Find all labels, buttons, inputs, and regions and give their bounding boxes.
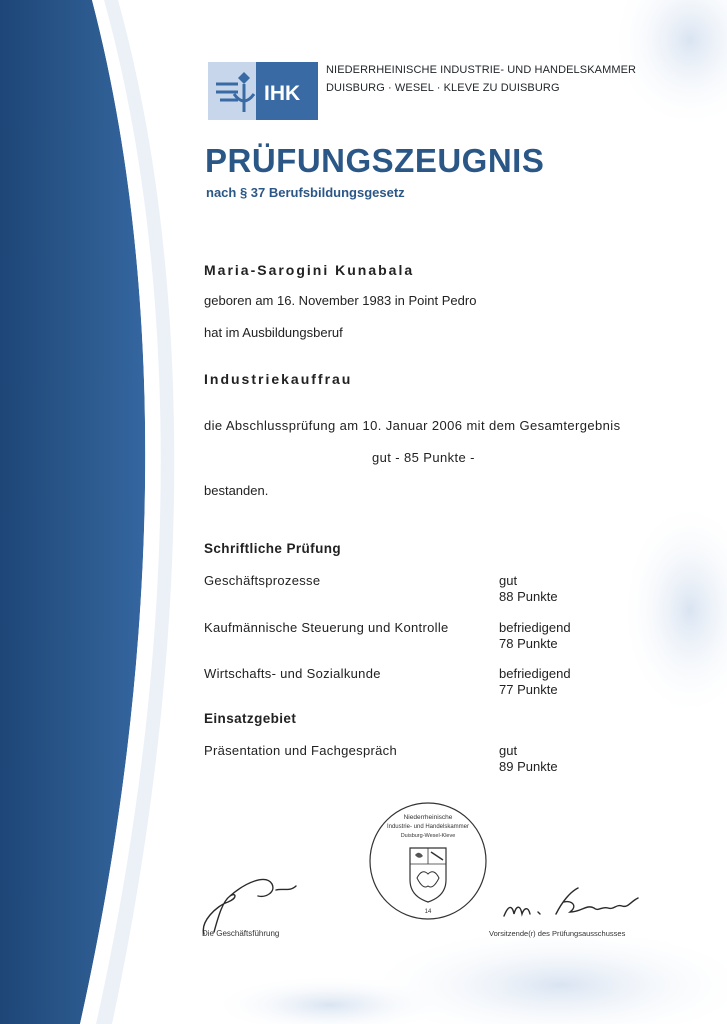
coat-of-arms-icon [410,848,446,902]
document-title: PRÜFUNGSZEUGNIS [205,142,545,179]
exam-line: die Abschlussprüfung am 10. Januar 2006 mit dem Gesamtergebnis [204,418,621,433]
subject-grade [499,573,558,605]
overall-result: gut - 85 Punkte - [372,450,475,465]
profession: Industriekauffrau [204,371,353,387]
subject-name: Geschäftsprozesse [204,573,321,588]
grade-points: 78 Punkte [499,636,558,651]
subject-name: Präsentation und Fachgespräch [204,743,397,758]
grade-word: gut [499,573,518,588]
seal-line1: Niederrheinische [403,814,453,821]
grade-word: befriedigend [499,666,571,681]
chamber-location: DUISBURG · WESEL · KLEVE ZU DUISBURG [326,82,560,94]
subject-name: Wirtschafts- und Sozialkunde [204,666,381,681]
subject-grade [499,743,558,775]
committee-chair-caption: Vorsitzende(r) des Prüfungsausschusses [489,929,626,938]
birth-line: geboren am 16. November 1983 in Point Pedro [204,293,477,308]
chamber-name: NIEDERRHEINISCHE INDUSTRIE- UND HANDELSKAMMER [326,64,637,76]
subject-name: Kaufmännische Steuerung und Kontrolle [204,620,449,635]
seal-line2: Industrie- und Handelskammer [386,824,470,830]
candidate-name: Maria-Sarogini Kunabala [204,262,415,278]
grade-word: gut [499,743,518,758]
seal-number: 14 [424,909,432,915]
document-subtitle: nach § 37 Berufsbildungsgesetz [206,185,405,200]
official-seal [367,800,489,922]
intro-line: hat im Ausbildungsberuf [204,325,343,340]
passed-line: bestanden. [204,483,269,498]
grade-word: befriedigend [499,620,571,635]
committee-chair-signature [498,878,646,928]
logo-text: IHK [264,82,301,105]
subject-grade [499,620,571,652]
grade-points: 77 Punkte [499,682,558,697]
field-heading: Einsatzgebiet [204,711,297,726]
seal-line3: Duisburg-Wesel-Kleve [400,833,456,839]
ihk-logo [208,62,318,120]
subject-grade [499,666,571,698]
grade-points: 89 Punkte [499,759,558,774]
written-exam-heading: Schriftliche Prüfung [204,541,342,556]
management-caption: Die Geschäftsführung [202,929,280,938]
grade-points: 88 Punkte [499,589,558,604]
